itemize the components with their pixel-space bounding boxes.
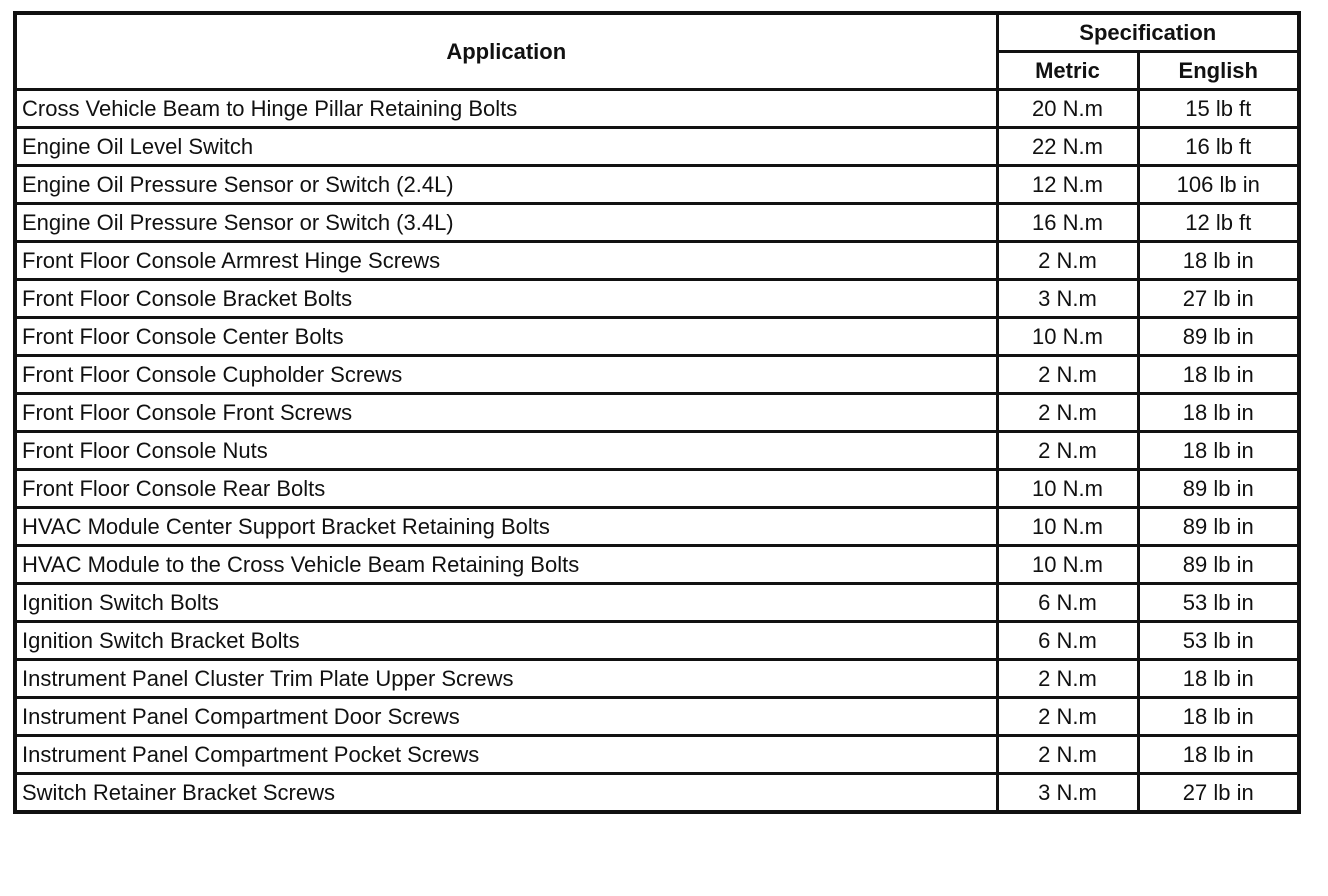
metric-header: Metric: [997, 52, 1138, 90]
metric-cell: 10 N.m: [997, 470, 1138, 508]
application-cell: Ignition Switch Bolts: [15, 584, 997, 622]
metric-cell: 12 N.m: [997, 166, 1138, 204]
table-row: [15, 128, 1299, 166]
english-cell: 27 lb in: [1138, 774, 1299, 813]
table-row: [15, 394, 1299, 432]
metric-cell: 6 N.m: [997, 584, 1138, 622]
application-cell: Engine Oil Pressure Sensor or Switch (3.4L): [15, 204, 997, 242]
metric-cell: 20 N.m: [997, 90, 1138, 128]
english-cell: 12 lb ft: [1138, 204, 1299, 242]
table-row: [15, 204, 1299, 242]
metric-cell: 2 N.m: [997, 698, 1138, 736]
metric-cell: 2 N.m: [997, 660, 1138, 698]
header-row-top: [15, 13, 1299, 52]
application-cell: Front Floor Console Center Bolts: [15, 318, 997, 356]
english-cell: 89 lb in: [1138, 470, 1299, 508]
english-cell: 18 lb in: [1138, 356, 1299, 394]
english-cell: 15 lb ft: [1138, 90, 1299, 128]
table-row: [15, 622, 1299, 660]
application-cell: Front Floor Console Cupholder Screws: [15, 356, 997, 394]
application-cell: Engine Oil Level Switch: [15, 128, 997, 166]
application-cell: Instrument Panel Compartment Door Screws: [15, 698, 997, 736]
metric-cell: 10 N.m: [997, 546, 1138, 584]
metric-cell: 16 N.m: [997, 204, 1138, 242]
application-cell: Ignition Switch Bracket Bolts: [15, 622, 997, 660]
table-row: [15, 698, 1299, 736]
specification-header: Specification: [997, 13, 1299, 52]
metric-cell: 2 N.m: [997, 242, 1138, 280]
english-cell: 27 lb in: [1138, 280, 1299, 318]
table-row: [15, 546, 1299, 584]
table-row: [15, 660, 1299, 698]
metric-cell: 10 N.m: [997, 508, 1138, 546]
english-cell: 18 lb in: [1138, 394, 1299, 432]
table-row: [15, 166, 1299, 204]
table-row: [15, 736, 1299, 774]
english-cell: 18 lb in: [1138, 242, 1299, 280]
metric-cell: 2 N.m: [997, 394, 1138, 432]
metric-cell: 2 N.m: [997, 356, 1138, 394]
application-cell: Front Floor Console Front Screws: [15, 394, 997, 432]
application-cell: Cross Vehicle Beam to Hinge Pillar Retaining Bolts: [15, 90, 997, 128]
table-row: [15, 470, 1299, 508]
application-cell: Front Floor Console Nuts: [15, 432, 997, 470]
english-cell: 89 lb in: [1138, 508, 1299, 546]
english-cell: 53 lb in: [1138, 584, 1299, 622]
english-cell: 18 lb in: [1138, 736, 1299, 774]
application-cell: Front Floor Console Rear Bolts: [15, 470, 997, 508]
metric-cell: 22 N.m: [997, 128, 1138, 166]
metric-cell: 6 N.m: [997, 622, 1138, 660]
english-cell: 18 lb in: [1138, 698, 1299, 736]
metric-cell: 10 N.m: [997, 318, 1138, 356]
application-cell: Switch Retainer Bracket Screws: [15, 774, 997, 813]
english-cell: 16 lb ft: [1138, 128, 1299, 166]
application-cell: Engine Oil Pressure Sensor or Switch (2.4L): [15, 166, 997, 204]
torque-spec-table: [13, 11, 1301, 814]
table-row: [15, 774, 1299, 813]
application-cell: HVAC Module to the Cross Vehicle Beam Retaining Bolts: [15, 546, 997, 584]
metric-cell: 2 N.m: [997, 736, 1138, 774]
table-row: [15, 242, 1299, 280]
english-cell: 53 lb in: [1138, 622, 1299, 660]
english-cell: 89 lb in: [1138, 546, 1299, 584]
table-row: [15, 356, 1299, 394]
metric-cell: 2 N.m: [997, 432, 1138, 470]
english-cell: 18 lb in: [1138, 660, 1299, 698]
english-cell: 89 lb in: [1138, 318, 1299, 356]
application-cell: Instrument Panel Compartment Pocket Screws: [15, 736, 997, 774]
table-row: [15, 280, 1299, 318]
application-cell: Front Floor Console Bracket Bolts: [15, 280, 997, 318]
table-row: [15, 90, 1299, 128]
english-cell: 18 lb in: [1138, 432, 1299, 470]
application-header: Application: [15, 13, 997, 90]
table-row: [15, 318, 1299, 356]
english-cell: 106 lb in: [1138, 166, 1299, 204]
metric-cell: 3 N.m: [997, 774, 1138, 813]
table-header: [15, 13, 1299, 90]
table-row: [15, 508, 1299, 546]
application-cell: Front Floor Console Armrest Hinge Screws: [15, 242, 997, 280]
application-cell: HVAC Module Center Support Bracket Retaining Bolts: [15, 508, 997, 546]
table-body: [15, 90, 1299, 813]
table-row: [15, 584, 1299, 622]
table-row: [15, 432, 1299, 470]
metric-cell: 3 N.m: [997, 280, 1138, 318]
english-header: English: [1138, 52, 1299, 90]
application-cell: Instrument Panel Cluster Trim Plate Upper Screws: [15, 660, 997, 698]
